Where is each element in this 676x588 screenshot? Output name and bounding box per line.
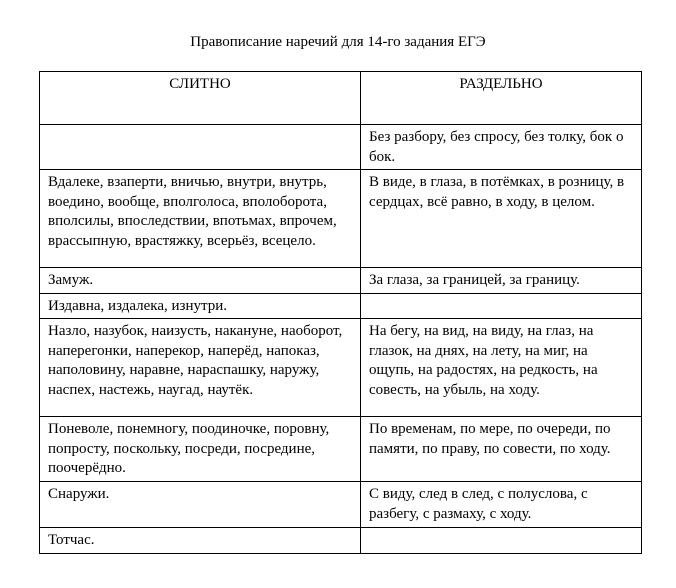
table-row [40, 170, 642, 268]
table-cell: Замуж. [40, 268, 361, 294]
table-row [40, 417, 642, 482]
table-cell: Тотчас. [40, 528, 361, 554]
table-cell [361, 528, 642, 554]
table-cell: За глаза, за границей, за границу. [361, 268, 642, 294]
table-cell: С виду, след в след, с полуслова, с разбегу, с размаху, с ходу. [361, 482, 642, 528]
table-cell: В виде, в глаза, в потёмках, в розницу, в сердцах, всё равно, в ходу, в целом. [361, 170, 642, 268]
table-cell: Без разбору, без спросу, без толку, бок о бок. [361, 125, 642, 170]
table-cell: Поневоле, понемногу, поодиночке, поровну, попросту, поскольку, посреди, посредине, поочерёдно. [40, 417, 361, 482]
header-slitno: СЛИТНО [40, 72, 361, 125]
adverbs-table [39, 71, 642, 554]
table-row [40, 293, 642, 319]
table-row [40, 482, 642, 528]
table-cell [361, 293, 642, 319]
table-cell: Издавна, издалека, изнутри. [40, 293, 361, 319]
table-cell: Снаружи. [40, 482, 361, 528]
table-cell: На бегу, на вид, на виду, на глаз, на глазок, на днях, на лету, на миг, на ощупь, на радостях, на редкость, на совесть, на убыль, на ходу. [361, 319, 642, 417]
table-row [40, 125, 642, 170]
table-row [40, 319, 642, 417]
header-razdelno: РАЗДЕЛЬНО [361, 72, 642, 125]
table-header-row [40, 72, 642, 125]
table-cell [40, 125, 361, 170]
table-row [40, 268, 642, 294]
table-cell: По временам, по мере, по очереди, по памяти, по праву, по совести, по ходу. [361, 417, 642, 482]
page-title: Правописание наречий для 14-го задания ЕГЭ [190, 34, 486, 50]
table-cell: Назло, назубок, наизусть, накануне, наоборот, наперегонки, наперекор, наперёд, напоказ, наполовину, наравне, нараспашку, наружу, наспех, настежь, наугад, наутёк. [40, 319, 361, 417]
table-row [40, 528, 642, 554]
table-cell: Вдалеке, взаперти, вничью, внутри, внутрь, воедино, вообще, вполголоса, вполоборота, вполсилы, впоследствии, впотьмах, впрочем, врассыпную, врастяжку, всерьёз, всецело. [40, 170, 361, 268]
